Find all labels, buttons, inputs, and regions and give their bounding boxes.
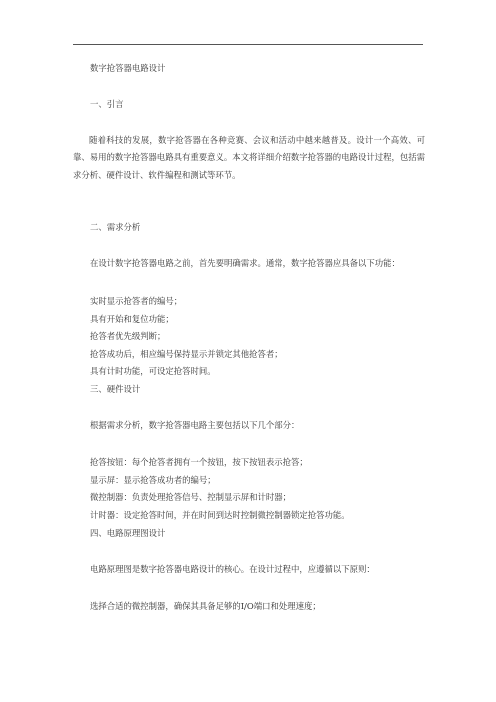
section-heading-schematic: 四、电路原理图设计 bbox=[90, 528, 166, 538]
section-paragraph-schematic: 电路原理图是数字抢答器电路设计的核心。在设计过程中，应遵循以下原则： bbox=[90, 564, 375, 574]
list-item: 实时显示抢答者的编号； bbox=[90, 296, 183, 306]
document-title: 数字抢答器电路设计 bbox=[90, 63, 166, 73]
list-item: 选择合适的微控制器，确保其具备足够的I/O端口和处理速度； bbox=[90, 601, 321, 611]
section-heading-requirements: 二、需求分析 bbox=[90, 222, 141, 232]
section-paragraph-hardware: 根据需求分析，数字抢答器电路主要包括以下几个部分： bbox=[90, 420, 300, 430]
list-item: 抢答者优先级判断； bbox=[90, 331, 166, 341]
list-item: 抢答成功后，相应编号保持显示并锁定其他抢答者； bbox=[90, 349, 283, 359]
section-paragraph-intro: 随着科技的发展，数字抢答器在各种竞赛、会议和活动中越来越普及。设计一个高效、可靠、易用的数字抢答器电路具有重要意义。本文将详细介绍数字抢答器的电路设计过程，包括需求分析、硬件设计、软件编程和测试等环节。 bbox=[73, 135, 425, 180]
header-rule bbox=[73, 44, 423, 45]
list-item: 抢答按钮：每个抢答者拥有一个按钮，按下按钮表示抢答； bbox=[90, 457, 308, 467]
section-heading-hardware: 三、硬件设计 bbox=[90, 384, 141, 394]
section-heading-intro: 一、引言 bbox=[90, 99, 124, 109]
list-item: 具有计时功能，可设定抢答时间。 bbox=[90, 366, 216, 376]
list-item: 微控制器：负责处理抢答信号、控制显示屏和计时器； bbox=[90, 492, 291, 502]
list-item: 显示屏：显示抢答成功者的编号； bbox=[90, 475, 216, 485]
section-paragraph-requirements: 在设计数字抢答器电路之前，首先要明确需求。通常，数字抢答器应具备以下功能： bbox=[90, 258, 400, 268]
list-item: 计时器：设定抢答时间，并在时间到达时控制微控制器锁定抢答功能。 bbox=[90, 510, 350, 520]
list-item: 具有开始和复位功能； bbox=[90, 314, 174, 324]
